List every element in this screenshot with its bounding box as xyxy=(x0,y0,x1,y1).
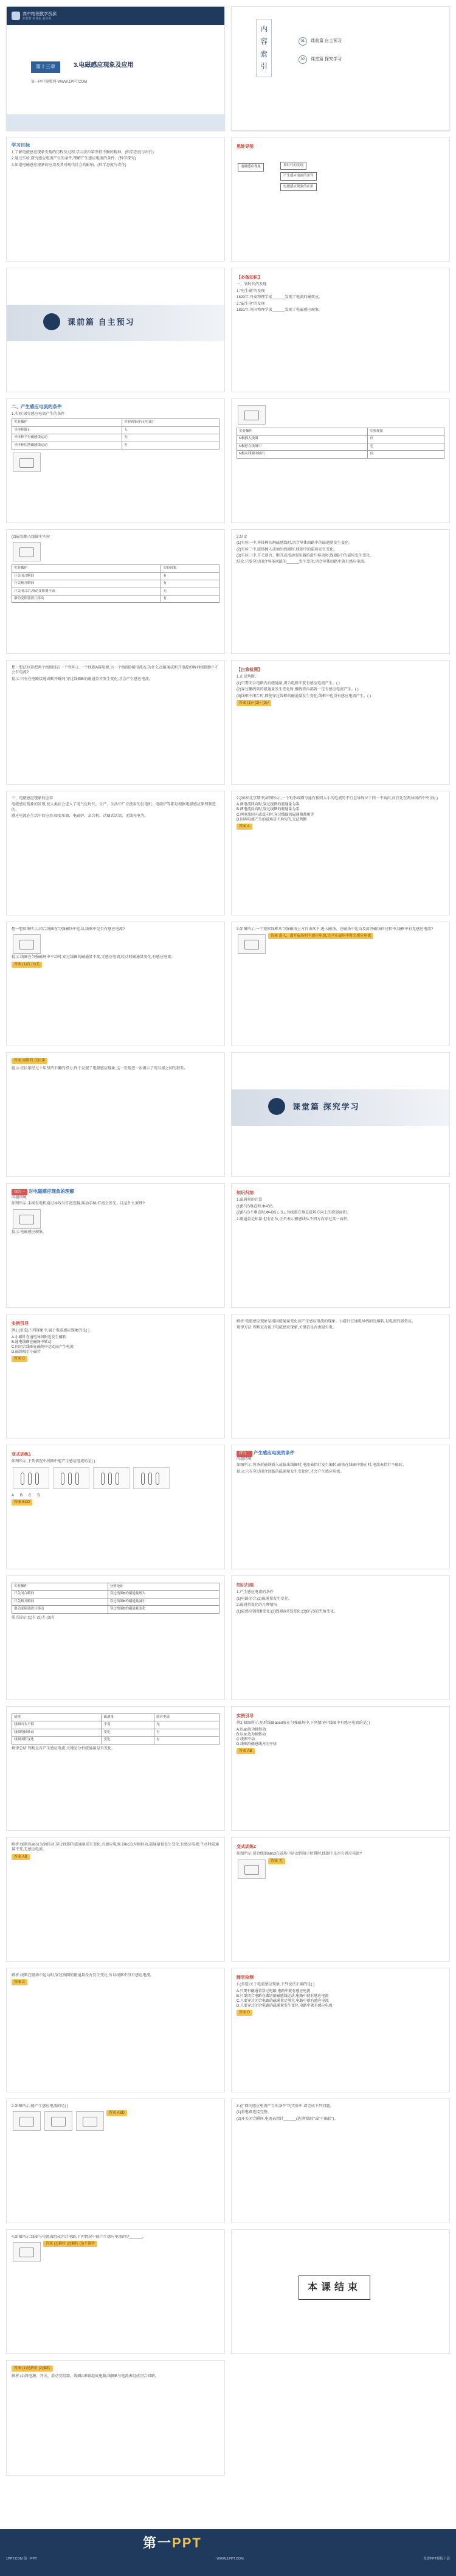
answer-tag: 答案 (1)有 (2)无 xyxy=(12,962,42,968)
text-line: 如图所示,将条形磁铁插入或拔出线圈时,电流表指针发生偏转,磁铁在线圈中静止时,电流表指针不偏转。 xyxy=(237,1463,407,1468)
example-head: 实例引导 xyxy=(12,1322,29,1326)
text-line: 想一想如图所示,闭合线圈在匀强磁场中运动,线圈中是否有感应电流? xyxy=(12,927,125,931)
checks-head: 随堂检测 xyxy=(237,1976,254,1980)
frame-figure xyxy=(238,934,266,954)
text-line: 1."电生磁"的发现 xyxy=(237,288,265,293)
text-line: (1)电路闭合;(2)磁通量发生变化。 xyxy=(237,1596,292,1601)
coil-figure xyxy=(238,1859,266,1879)
circuit-figure xyxy=(76,2111,104,2131)
footer-link[interactable]: WWW.1PPT.COM xyxy=(216,2557,244,2561)
section-icon xyxy=(43,313,60,330)
end-title: 本课结束 xyxy=(299,2276,370,2300)
knowledge-slide xyxy=(231,268,450,392)
mindmap-root: 电磁感应现象 xyxy=(238,163,264,171)
options: A.只要有磁通量穿过电路,电路中就有感应电流 B.只要闭合电路在做切割磁感线运动,电路中就有感应电流 C.只要穿过闭合电路的磁通量足够大,电路中就有感应电流 D.只要穿过闭合电路的磁通量发生变化,电路中就有感应电流 xyxy=(237,1989,333,2008)
text-line: 解析:线圈以ab边为轴转动,穿过线圈的磁通量发生变化,有感应电流;以bc边为轴转动,磁通量也发生变化,有感应电流;平动时磁通量不变,无感应电流。 xyxy=(12,1842,219,1852)
explore-badge: 探究二 xyxy=(237,1451,252,1457)
text-line: 提示:电磁感应现象。 xyxy=(12,1229,47,1234)
coil-figure xyxy=(13,542,41,561)
options: A.以ab边为轴转动 B.以bc边为轴转动 C.线圈平动 D.线圈沿磁感线方向平移 xyxy=(237,1727,277,1747)
text-line: 解析:(1)将电源、开关、滑动变阻器、线圈A串联组成电路,线圈B与电流表组成闭合回路。 xyxy=(12,2374,159,2379)
mindmap-title: 思维导图 xyxy=(237,145,254,149)
experiment-head: 二、产生感应电流的条件 xyxy=(12,404,62,409)
footer-link[interactable]: 免费PPT模板下载 xyxy=(423,2557,450,2561)
text-line: 1.正误判断。 xyxy=(237,675,259,679)
mindmap-node: 划时代的发现 xyxy=(280,162,306,170)
cover-title: 3.电磁感应现象及应用 xyxy=(74,62,134,69)
variant-head: 变式训练2 xyxy=(237,1845,256,1849)
summary2-slide xyxy=(231,1575,450,1700)
text-line: 例2 如图所示,矩形线圈abcd放在匀强磁场中,下列情况中线圈中有感应电流的是( ) xyxy=(237,1721,370,1726)
text-line: 问题情境 xyxy=(12,1195,27,1200)
text-line: 2.如图所示,能产生感应电流的是( ) xyxy=(12,2104,69,2108)
answer-tag: 答案 进入、离开磁场时有感应电流,完全在磁场中时无感应电流 xyxy=(268,933,373,939)
generator-figure xyxy=(13,1209,41,1229)
text-line: 2."磁生电"的发现 xyxy=(237,301,265,306)
answer-tag: 答案 C xyxy=(12,1356,27,1362)
text-line: 提示:线圈在匀强磁场中平动时,穿过线圈的磁通量不变,无感应电流;转动时磁通量变化,有感应电流。 xyxy=(12,955,175,960)
goals-slide xyxy=(6,137,225,262)
answers-slide xyxy=(6,1052,225,1177)
text-line: (2)B与S不垂直时,Φ=BS⊥,S⊥为线圈在垂直磁场方向上的投影面积。 xyxy=(237,1210,351,1215)
coil-figure xyxy=(53,1467,89,1489)
experiment-table: 实验操作 实验现象(有无电流) 导体棒静止 无 导体棒平行磁感线运动 无 导体棒切割磁感线运动 有 xyxy=(12,418,219,450)
toc-vertical-title: 内 容 索 引 xyxy=(256,19,272,77)
text-line: 规律方法 判断是否属于电磁感应现象,关键看是否由磁生电。 xyxy=(237,1325,337,1330)
toc-number: 02 xyxy=(299,55,307,64)
answer-tag: 答案 C xyxy=(12,1979,27,1985)
think-slide xyxy=(6,660,225,785)
exercise2-slide xyxy=(231,791,450,915)
answer-tag: 答案 无 xyxy=(268,1858,285,1864)
text-line: 结论:只要穿过闭合导体回路的______发生变化,闭合导体回路中就有感应电流。 xyxy=(237,560,368,564)
answer-tag: 答案 AB xyxy=(237,1748,255,1754)
experiment3-slide xyxy=(6,529,225,654)
checks4-slide xyxy=(6,2229,225,2354)
text-line: 提示:只有在电路接通或断开瞬间,穿过线圈B的磁通量才发生变化,才会产生感应电流。 xyxy=(12,676,153,681)
text-line: (1)B与S垂直时,Φ=BS。 xyxy=(237,1204,277,1209)
variant-head: 变式训练1 xyxy=(12,1453,31,1457)
goal-line: 3.知道电磁感应现象的应用及其对现代社会的影响。(科学态度与责任) xyxy=(12,162,126,167)
summary1-slide xyxy=(231,1183,450,1308)
text-line: 如图所示,手摇发电机通过导线与灯泡连接,摇动手柄,灯泡会发光。这是什么原理? xyxy=(12,1201,145,1206)
exercise3-slide xyxy=(231,922,450,1046)
circuit-figure xyxy=(13,2111,41,2131)
text-line: 解析:线圈在磁场中运动时,穿过线圈的磁通量没有发生变化,所以线圈中没有感应电流。 xyxy=(12,1973,154,1977)
goal-line: 1.了解电磁感应现象发现的历程及过程,学习法拉第坚持不懈的精神。(科学态度与责任) xyxy=(12,150,154,155)
text-line: 2.磁通量是标量,但有正负,正负表示磁感线从不同方向穿过某一面积。 xyxy=(237,1217,351,1221)
checks2-slide xyxy=(6,2099,225,2223)
text-line: 电磁感应现象的发现,使人类社会进入了电气化时代。生产、生活中广泛使用的发电机、电磁炉等都是根据电磁感应原理制造的。 xyxy=(12,802,216,812)
selfcheck-slide xyxy=(231,660,450,785)
circuit-figure xyxy=(44,2111,72,2131)
text-line: 1831年,英国物理学家______发现了电磁感应现象。 xyxy=(237,307,323,312)
section-icon xyxy=(268,1098,285,1115)
text-line: 一、划时代的发现 xyxy=(237,282,267,287)
summary-head: 知识归纳 xyxy=(237,1583,254,1588)
experiment1-slide xyxy=(6,398,225,523)
answer-tag: 答案 A xyxy=(237,824,252,830)
mindmap-slide xyxy=(231,137,450,262)
explore-title: 产生感应电流的条件 xyxy=(253,1450,295,1456)
text-line: (2)实验二中,磁体插入或抽出线圈时,线圈中的磁场发生变化。 xyxy=(237,547,337,552)
situation-table: 情境 磁通量 感应电流 线圈向右平移 不变 无 线圈绕轴转动 变化 有 线圈面积变化 变化 有 xyxy=(12,1713,219,1745)
text-line: 3.在"探究感应电流产生的条件"的实验中,请完成下列问题。 xyxy=(237,2104,334,2108)
knowledge-head: 【必备知识】 xyxy=(237,276,262,280)
variant1-slide xyxy=(6,1445,225,1569)
options: A.小磁针在通电导线附近发生偏转 B.通电线圈在磁场中转动 C.因闭合线圈在磁场中运动而产生电流 D.磁铁吸引小磁针 xyxy=(12,1335,74,1355)
checks3-slide xyxy=(231,2099,450,2223)
text-line: (1)将电路连接完整。 xyxy=(237,2110,272,2115)
text-line: 4.如图所示,线圈与电流表组成闭合电路,下列情况中能产生感应电流的是______。 xyxy=(12,2235,147,2239)
section-explore-slide xyxy=(231,1052,450,1177)
table-slide xyxy=(6,1575,225,1700)
experiment-figure xyxy=(13,2242,41,2262)
text-line: 2.结论 xyxy=(237,535,247,539)
text-line: 想一想法拉第把两个线圈绕在一个铁环上,一个线圈A接电源,另一个线圈B接电流表,为什么在接通或断开电源的瞬间线圈B中才会有电流? xyxy=(12,665,218,675)
text-line: 1820年,丹麦物理学家______发现了电流的磁效应。 xyxy=(237,295,323,300)
answer-tag: 答案 BCD xyxy=(12,1499,32,1505)
options: A.两电流同向时,穿过线圈的磁通量为零 B.两电流反向时,穿过线圈的磁通量为零 C.两电流同向或反向时,穿过线圈的磁通量都相等 D.因两电流产生的磁场是不均匀的,无法判断 xyxy=(237,803,314,822)
conclusion-slide xyxy=(231,529,450,654)
experiment-figure xyxy=(13,453,41,472)
text-line: 例1 (多选)下列现象中,属于电磁感应现象的是( ) xyxy=(12,1328,90,1333)
text-line: (3)实验三中,开关闭合、断开或滑动变阻器的滑片移动时,线圈B中的磁场发生变化。 xyxy=(237,554,374,558)
footer-links xyxy=(6,2557,450,2561)
toc-item-explore[interactable] xyxy=(299,55,342,64)
footer-link[interactable]: 1PPT.COM 第一PPT xyxy=(6,2557,37,2561)
text-line: 2.磁通量变化的几种情况 xyxy=(237,1603,278,1608)
text-line: (1)磁感应强度B变化;(2)线圈面积S变化;(3)B与S的夹角变化。 xyxy=(237,1609,338,1614)
final-answer-slide xyxy=(6,2360,225,2476)
text-line: (2)开关闭合瞬间,电流表指针______(选填"偏转"或"不偏转")。 xyxy=(237,2116,338,2121)
mindmap-diagram xyxy=(237,162,444,192)
example1-slide xyxy=(6,1314,225,1439)
chapter-badge: 第十三章 xyxy=(31,61,60,73)
text-line: 如图所示,闭合线圈abcd在磁场中运动到图示位置时,线圈中是否有感应电流? xyxy=(237,1852,362,1856)
answer-tag: 答案 (1)× (2)× (3)√ xyxy=(237,700,271,706)
text-line: (3)线框不闭合时,即使穿过线框的磁通量发生变化,线框中也没有感应电流产生。( ) xyxy=(237,693,371,698)
answer-tag: 答案 (1)见解析 (2)偏转 xyxy=(12,2366,53,2372)
text-line: (2)磁铁插入线圈中实验 xyxy=(12,535,50,539)
section-title: 课堂篇 探究学习 xyxy=(292,1102,360,1111)
answer-tag: 答案 AB xyxy=(12,1854,30,1860)
text-line: 如图所示,下列情况中线圈中能产生感应电流的是( ) xyxy=(12,1459,95,1464)
selfcheck-head: 【自我检测】 xyxy=(237,668,262,672)
logo-icon xyxy=(12,12,20,20)
answer-tag: 答案 ABD xyxy=(106,2110,127,2116)
cover-brand: 高中物理教学资源 新教材 新课标 新高考 xyxy=(22,12,57,21)
end-slide xyxy=(231,2229,450,2354)
cover-subtitle: 第一PPT模板网-WWW.1PPT.COM xyxy=(31,80,87,84)
text-line: 解析:电磁感应现象是指因磁通量变化而产生感应电流的现象。小磁针在通电导线附近偏转,是电流的磁效应。 xyxy=(237,1319,416,1324)
variant2-slide xyxy=(231,1837,450,1962)
answer-tag: 答案 (1)偏转 (2)偏转 (3)不偏转 xyxy=(43,2241,97,2247)
switch-table: 实验操作 实验现象 开关闭合瞬间 有 开关断开瞬间 有 开关闭合后,滑动变阻器不动 无 滑动变阻器滑片移动 有 xyxy=(12,564,219,603)
toc-slide xyxy=(231,6,450,131)
text-line: 问题情境 xyxy=(237,1457,252,1462)
summary-head: 知识归纳 xyxy=(237,1191,254,1195)
experiment2-slide xyxy=(231,398,450,523)
field-figure xyxy=(13,934,41,954)
text-line: 1.产生感应电流的条件 xyxy=(237,1590,274,1595)
text-line: (2)穿过螺线管的磁通量发生变化时,螺线管内部就一定有感应电流产生。( ) xyxy=(237,687,359,692)
text-line: 1.磁通量的计算 xyxy=(237,1198,263,1203)
mindmap-node: 产生感应电流的条件 xyxy=(280,172,317,180)
goals-title: 学习目标 xyxy=(12,142,30,148)
magnet-figure xyxy=(238,405,266,425)
toc-label: 课前篇 自主预习 xyxy=(311,39,342,44)
text-line: 3.如图所示,一个矩形线框从匀强磁场上方自由落下,进入磁场、在磁场中运动及离开磁场的过程中,线框中有无感应电流? xyxy=(237,927,434,931)
cover-slide xyxy=(6,6,225,131)
coil-figure xyxy=(93,1467,130,1489)
text-line: 要点提示:(1)有 (2)无 (3)有 xyxy=(12,1615,55,1620)
text-line: 1.(多选)关于电磁感应现象,下列说法正确的是( ) xyxy=(237,1982,315,1987)
answer-tag: 答案 D xyxy=(237,2010,252,2016)
magnet-table: 实验操作 实验现象 N极插入线圈 有 N极停在线圈中 无 N极从线圈中抽出 有 xyxy=(237,428,444,459)
analysis2-slide xyxy=(6,1837,225,1962)
section-preview-slide xyxy=(6,268,225,392)
options: A B C D xyxy=(12,1494,40,1498)
toc-label: 课堂篇 探究学习 xyxy=(311,57,342,62)
goal-line: 2.通过实验,探究感应电流产生的条件,理解产生感应电流的条件。(科学探究) xyxy=(12,156,136,161)
answer-tag: 答案 奥斯特 法拉第 xyxy=(12,1058,47,1064)
coil-figure xyxy=(133,1467,170,1489)
mindmap-node: 电磁感应现象的应用 xyxy=(280,183,317,191)
example-head: 实例引导 xyxy=(237,1714,254,1718)
text-line: 感应电流在生活中的应用:如变压器、电磁炉、录音机、动圈式话筒、无线充电等。 xyxy=(12,814,148,819)
analysis-table: 实验操作 分析论证 开关闭合瞬间 穿过线圈B的磁通量增大 开关断开瞬间 穿过线圈B的磁通量减小 滑动变阻器滑片移动 穿过线圈B的磁通量变化 xyxy=(12,1583,219,1614)
footer xyxy=(0,2529,456,2576)
explore-badge: 探究一 xyxy=(12,1189,27,1195)
variant-figures xyxy=(12,1466,219,1492)
text-line: 2.(2020北京期中)如图所示,一个矩形线圈与通有相同大小的电流的平行直导线位于同一平面内,而且处在两导线的中央,则( ) xyxy=(237,796,438,800)
section-title: 课前篇 自主预习 xyxy=(67,318,135,327)
explore1-slide xyxy=(6,1183,225,1308)
analysis1-slide xyxy=(231,1314,450,1439)
text-line: 提示:只有穿过闭合回路的磁通量发生变化时,才会产生感应电流。 xyxy=(237,1469,344,1474)
checks1-slide xyxy=(231,1968,450,2092)
text-line: 三、电磁感应现象的应用 xyxy=(12,796,54,800)
coil-figure xyxy=(13,1467,49,1489)
cover-band xyxy=(7,114,224,130)
analysis3-slide xyxy=(6,1968,225,2092)
example2-slide xyxy=(231,1706,450,1831)
toc-item-preview[interactable] xyxy=(299,37,342,46)
text-line: 提示:法拉第经过十年坚持不懈的努力,终于发现了电磁感应现象,这一发现进一步揭示了电与磁之间的联系。 xyxy=(12,1066,188,1071)
situation-table-slide xyxy=(6,1706,225,1831)
toc-number: 01 xyxy=(299,37,307,46)
think2-slide xyxy=(6,922,225,1046)
text-line: 1.实验:探究感应电流产生的条件 xyxy=(12,412,65,417)
explore-title: 对电磁感应现象的理解 xyxy=(28,1189,74,1194)
application-slide xyxy=(6,791,225,915)
footer-logo[interactable]: 第一PPT xyxy=(143,2535,202,2550)
text-line: 规律总结 判断是否产生感应电流,关键是分析磁通量是否变化。 xyxy=(12,1746,116,1751)
text-line: (1)实验一中,导体棒切割磁感线时,闭合导体回路中的磁通量发生变化。 xyxy=(237,541,353,546)
text-line: (1)只要闭合电路内有磁通量,闭合电路中就有感应电流产生。( ) xyxy=(237,681,340,686)
explore2-slide xyxy=(231,1445,450,1569)
